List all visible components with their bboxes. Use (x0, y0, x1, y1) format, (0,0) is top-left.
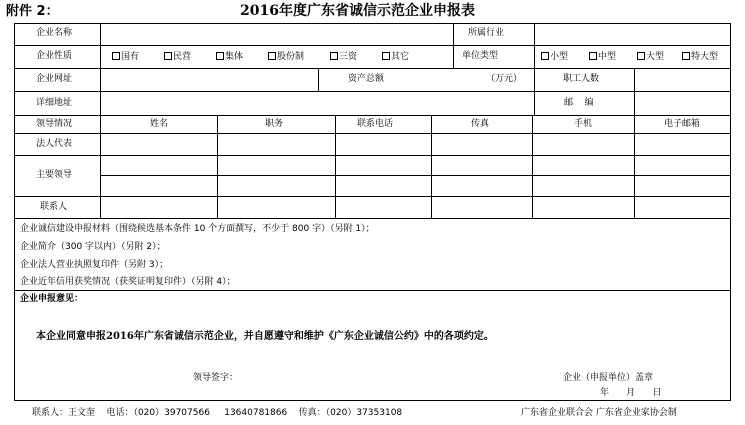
column-header-email: 电子邮箱 (664, 119, 701, 129)
nature-label: 企业性质 (36, 51, 73, 61)
size-option-small[interactable]: 小型 (541, 52, 568, 62)
footer-contact: 联系人：王文奎 电话：（020）39707566 13640781866 传真：（020）37353108 (32, 408, 403, 418)
address-field[interactable] (101, 92, 534, 115)
company-name-label: 企业名称 (36, 28, 73, 38)
column-header-name: 姓名 (150, 119, 169, 129)
checkbox-icon (112, 52, 120, 60)
contact-person-label: 联系人 (40, 202, 68, 212)
column-header-mobile: 手机 (574, 119, 593, 129)
attachment-label: 附件 2： (6, 4, 59, 19)
company-seal-label: 企业（申报单位）盖章 (563, 373, 654, 383)
checkbox-icon (164, 52, 172, 60)
checkbox-icon (382, 52, 390, 60)
footer-organizer: 广东省企业联合会 广东省企业家协会制 (521, 408, 677, 418)
nature-option-collective[interactable]: 集体 (216, 52, 243, 62)
material-item: 企业简介（300 字以内）（另附 2）； (20, 242, 166, 252)
legal-rep-label: 法人代表 (36, 139, 73, 149)
postcode-field[interactable] (635, 92, 730, 115)
checkbox-icon (268, 52, 276, 60)
employees-field[interactable] (635, 69, 730, 91)
column-header-position: 职务 (265, 119, 284, 129)
industry-field[interactable] (535, 24, 730, 45)
column-header-fax: 传真 (471, 119, 490, 129)
nature-option-private[interactable]: 民营 (164, 52, 191, 62)
opinion-label: 企业申报意见： (20, 294, 84, 304)
employees-label: 职工人数 (563, 74, 600, 84)
total-assets-label: 资产总额 (348, 74, 385, 84)
date-label: 年 月 日 (600, 388, 662, 398)
website-field[interactable] (101, 69, 318, 91)
material-item: 企业法人营业执照复印件（另附 3）； (20, 260, 169, 270)
industry-label: 所属行业 (468, 28, 505, 38)
postcode-label: 邮 编 (564, 98, 594, 108)
checkbox-icon (589, 52, 597, 60)
assets-unit-label: （万元） (486, 74, 523, 84)
checkbox-icon (637, 52, 645, 60)
nature-option-state-owned[interactable]: 国有 (112, 52, 139, 62)
address-label: 详细地址 (36, 98, 73, 108)
form-title: 2016年度广东省诚信示范企业申报表 (240, 3, 475, 19)
size-option-large[interactable]: 大型 (637, 52, 664, 62)
checkbox-icon (216, 52, 224, 60)
checkbox-icon (330, 52, 338, 60)
main-leaders-label: 主要领导 (36, 170, 73, 180)
website-label: 企业网址 (36, 74, 73, 84)
column-header-phone: 联系电话 (357, 119, 394, 129)
leaders-label: 领导情况 (36, 119, 73, 129)
company-name-field[interactable] (101, 24, 453, 45)
size-option-extra-large[interactable]: 特大型 (682, 52, 718, 62)
nature-option-other[interactable]: 其它 (382, 52, 409, 62)
unit-type-label: 单位类型 (462, 51, 499, 61)
nature-option-foreign[interactable]: 三资 (330, 52, 357, 62)
size-option-medium[interactable]: 中型 (589, 52, 616, 62)
nature-option-joint-stock[interactable]: 股份制 (268, 52, 304, 62)
declaration-statement: 本企业同意申报2016年广东省诚信示范企业，并自愿遵守和维护《广东企业诚信公约》中的各项约定。 (36, 331, 494, 342)
material-item: 企业诚信建设申报材料（围绕候选基本条件 10 个方面撰写，不少于 800 字）（另附 1）； (20, 224, 375, 234)
checkbox-icon (682, 52, 690, 60)
leader-signature-label: 领导签字： (193, 373, 239, 383)
checkbox-icon (541, 52, 549, 60)
material-item: 企业近年信用获奖情况（获奖证明复印件）（另附 4）； (20, 277, 236, 287)
